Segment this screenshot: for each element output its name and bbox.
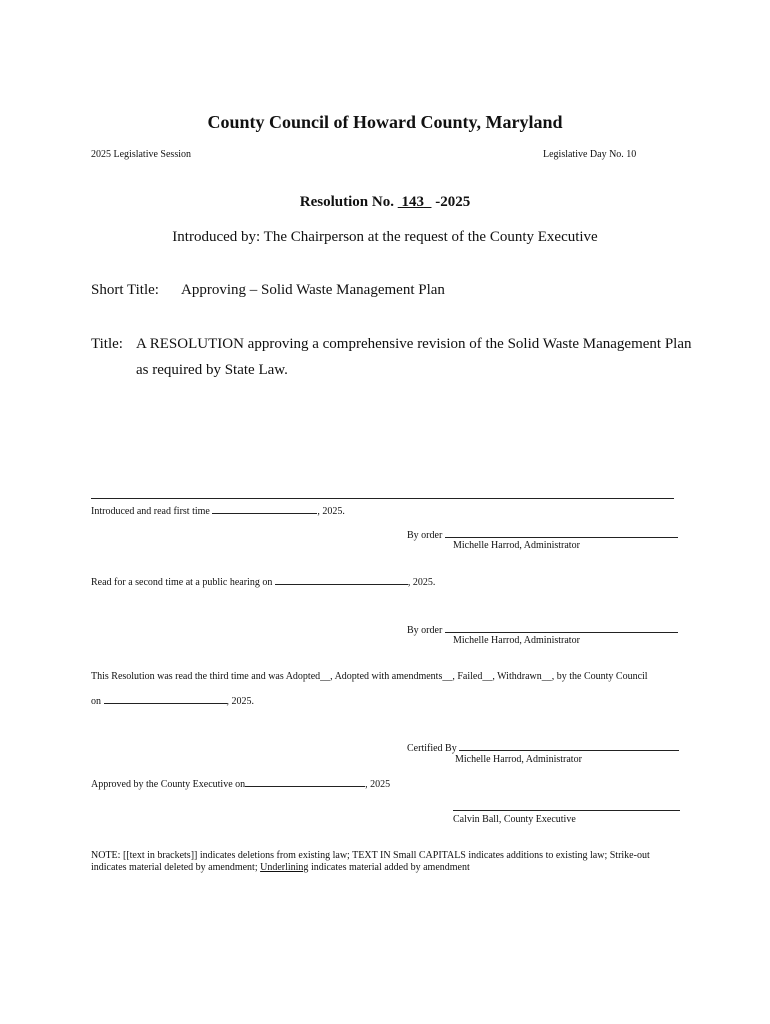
by-order-1: By order — [407, 528, 678, 541]
certified-by: Certified By — [407, 741, 679, 754]
administrator-2: Michelle Harrod, Administrator — [453, 635, 580, 646]
page-title: County Council of Howard County, Maryland — [207, 112, 563, 132]
approved-by-executive: Approved by the County Executive on , 2025 — [91, 779, 391, 790]
resolution-number: 143 — [401, 194, 424, 210]
short-title-label: Short Title: — [91, 282, 159, 298]
note-line-2: indicates material deleted by amendment; Underlining indicates material added by amendment — [91, 862, 470, 873]
by-order-signature-line-2 — [445, 623, 678, 633]
resolution-prefix: Resolution No. — [299, 194, 394, 210]
resolution-number-line — [0, 194, 770, 211]
executive-signature-line — [453, 810, 680, 811]
first-reading-date-blank — [212, 504, 317, 514]
resolution-year: -2025 — [435, 194, 471, 210]
note-line-1: NOTE: [[text in brackets]] indicates deletions from existing law; TEXT IN Small CAPITALS indicates additions to existing law; Strike-out — [91, 850, 650, 861]
second-reading-date-blank — [275, 575, 408, 585]
approved-date-blank — [245, 777, 365, 787]
legislative-day: Legislative Day No. 10 — [543, 149, 637, 160]
introduced-by: Introduced by: The Chairperson at the request of the County Executive — [172, 229, 598, 245]
county-executive: Calvin Ball, County Executive — [453, 814, 576, 825]
by-order-signature-line-1 — [445, 528, 678, 538]
first-reading: Introduced and read first time , 2025. — [91, 506, 345, 517]
short-title-value: Approving – Solid Waste Management Plan — [181, 282, 445, 298]
section-divider — [91, 498, 674, 499]
third-reading-date: on , 2025. — [91, 696, 254, 707]
third-reading-date-blank — [104, 694, 227, 704]
certified-signature-line — [459, 741, 679, 751]
title-label: Title: — [91, 336, 123, 352]
by-order-2: By order — [407, 623, 678, 636]
administrator-3: Michelle Harrod, Administrator — [455, 754, 582, 765]
title-line-1: A RESOLUTION approving a comprehensive revision of the Solid Waste Management Plan — [136, 336, 692, 352]
second-reading: Read for a second time at a public hearing on , 2025. — [91, 577, 436, 588]
legislative-session: 2025 Legislative Session — [91, 149, 191, 160]
title-line-2: as required by State Law. — [136, 362, 288, 378]
administrator-1: Michelle Harrod, Administrator — [453, 540, 580, 551]
third-reading: This Resolution was read the third time and was Adopted__, Adopted with amendments__, Failed__, Withdrawn__, by the County Council — [91, 671, 648, 682]
